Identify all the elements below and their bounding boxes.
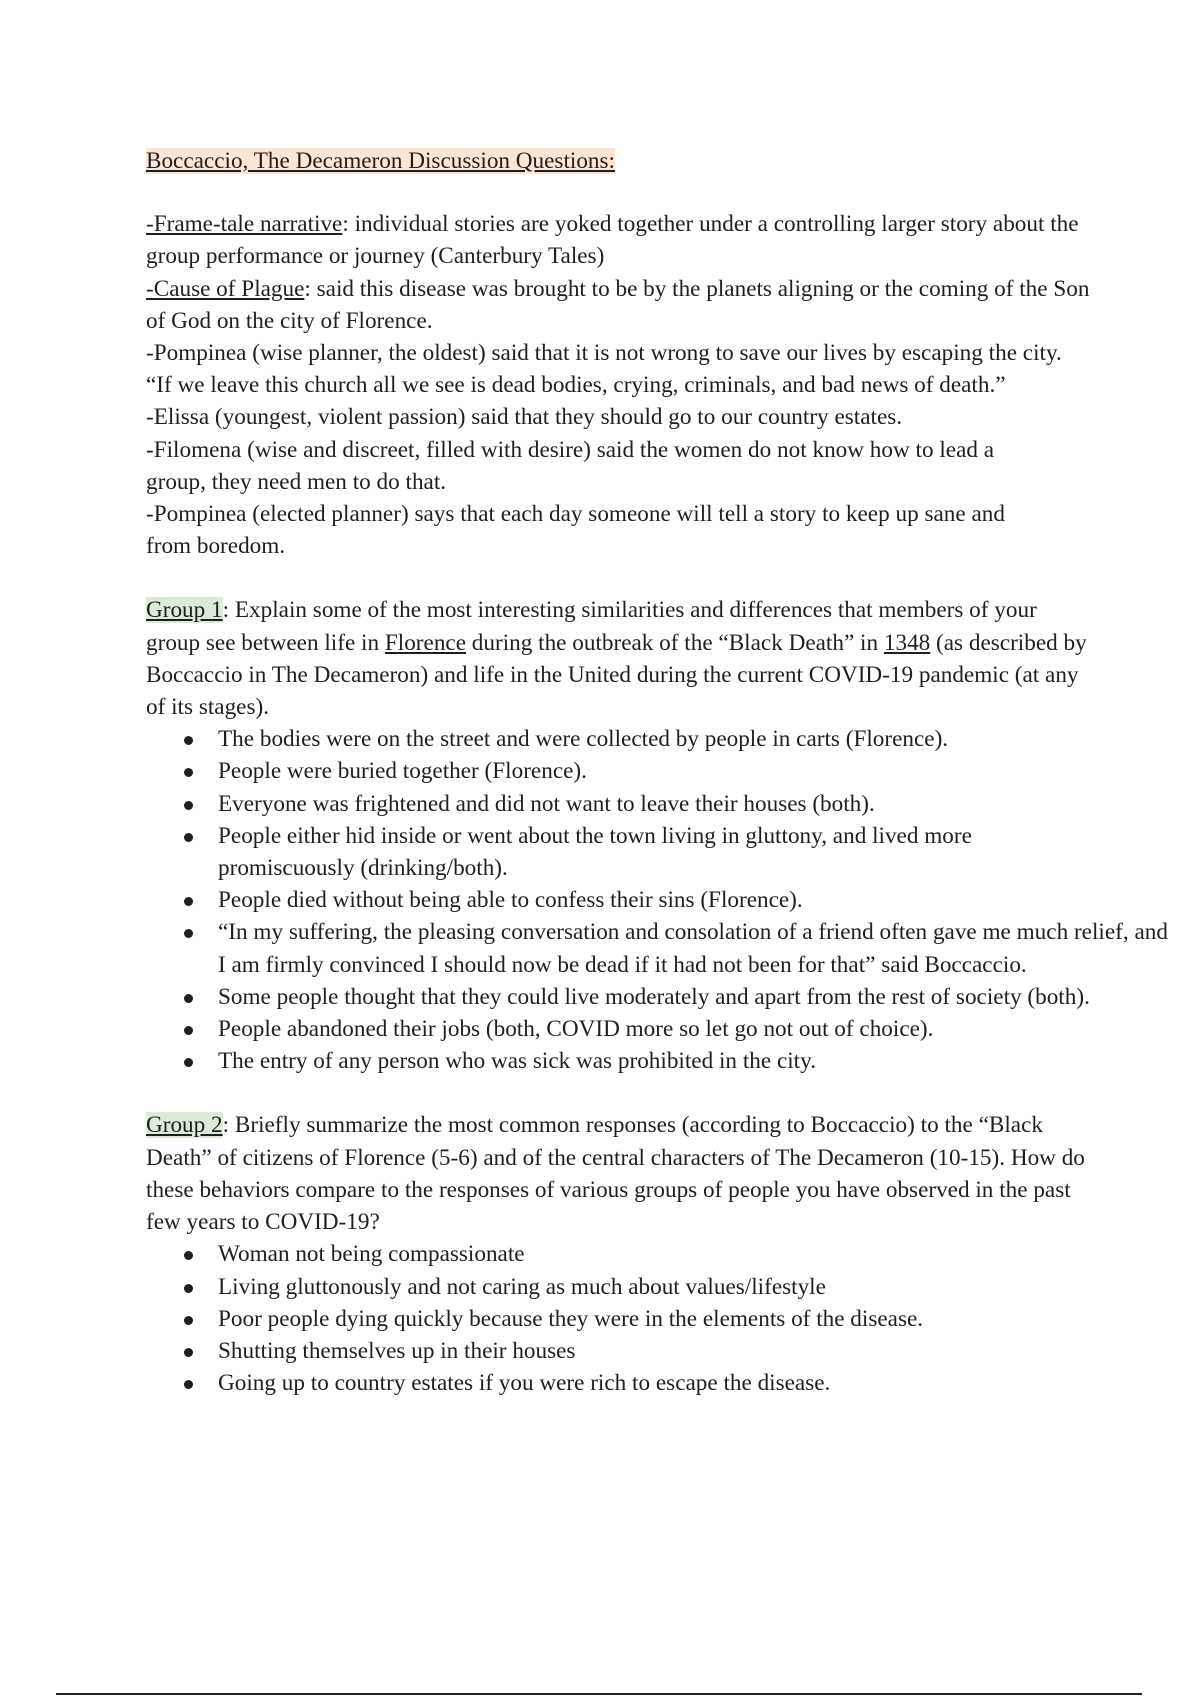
group1-bullet-list	[146, 723, 1196, 1077]
group2-label: Group 2	[146, 1112, 223, 1139]
list-item: People abandoned their jobs (both, COVID more so let go not out of choice).	[146, 1013, 1196, 1045]
bullet-icon	[184, 801, 193, 810]
bullet-icon	[184, 768, 193, 777]
cause-text: : said this disease was brought to be by the planets aligning or the coming of the Son of God on the city of Florence.	[146, 275, 1090, 334]
bullet-icon	[184, 897, 193, 906]
group2-bullet-list	[146, 1238, 1146, 1399]
group1-question-part3: (as described by Boccaccio in The Decameron) and life in the United during the current COVID-19 pandemic (at any of its stages).	[146, 629, 1087, 721]
list-item: People were buried together (Florence).	[146, 755, 1196, 787]
frame-tale-paragraph	[146, 208, 1106, 272]
document-title: Boccaccio, The Decameron Discussion Questions:	[146, 148, 615, 174]
bullet-icon	[184, 1058, 193, 1067]
bullet-icon	[184, 1380, 193, 1389]
document-content	[146, 145, 1196, 1399]
group2-section	[146, 1109, 1196, 1399]
list-item: Poor people dying quickly because they were in the elements of the disease.	[146, 1303, 1146, 1335]
spacer	[146, 177, 1196, 208]
bullet-icon	[184, 1284, 193, 1293]
group1-question	[146, 594, 1096, 723]
document-title-line	[146, 145, 1196, 177]
cause-paragraph	[146, 273, 1106, 337]
list-item: The bodies were on the street and were collected by people in carts (Florence).	[146, 723, 1196, 755]
bullet-icon	[184, 1026, 193, 1035]
florence-link-text: Florence	[384, 629, 466, 656]
bullet-icon	[184, 833, 193, 842]
pompinea-oldest-paragraph: -Pompinea (wise planner, the oldest) said that it is not wrong to save our lives by escaping the city. “If we leave this church all we see is dead bodies, crying, criminals, and bad news of death.”	[146, 340, 1062, 399]
group1-label: Group 1	[146, 597, 223, 624]
list-item: “In my suffering, the pleasing conversation and consolation of a friend often gave me much relief, and I am firmly convinced I should now be dead if it had not been for that” said Boccaccio.	[146, 916, 1178, 980]
year-text: 1348	[883, 629, 931, 656]
bullet-icon	[184, 994, 193, 1003]
frame-tale-text: : individual stories are yoked together under a controlling larger story about the group performance or journey (Canterbury Tales)	[146, 211, 1079, 270]
bullet-icon	[184, 736, 193, 745]
group1-question-part1: : Explain some of the most interesting similarities and differences that members of your group see between life in	[146, 597, 1037, 656]
spacer	[146, 1077, 1196, 1109]
list-item: Woman not being compassionate	[146, 1238, 1146, 1270]
list-item: Everyone was frightened and did not want to leave their houses (both).	[146, 788, 1196, 820]
page-bottom-rule	[56, 1693, 1142, 1695]
list-item: People died without being able to confess their sins (Florence).	[146, 884, 1196, 916]
list-item: Shutting themselves up in their houses	[146, 1335, 1146, 1367]
bullet-icon	[184, 1316, 193, 1325]
list-item: Going up to country estates if you were rich to escape the disease.	[146, 1367, 1146, 1399]
list-item: People either hid inside or went about the town living in gluttony, and lived more promiscuously (drinking/both).	[146, 820, 1018, 884]
elissa-paragraph: -Elissa (youngest, violent passion) said that they should go to our country estates.	[146, 404, 903, 431]
group2-question	[146, 1109, 1091, 1238]
intro-notes	[146, 208, 1106, 562]
cause-label: -Cause of Plague	[146, 275, 305, 302]
bullet-icon	[184, 1348, 193, 1357]
list-item: Some people thought that they could live moderately and apart from the rest of society (both).	[146, 981, 1196, 1013]
group2-question-text: : Briefly summarize the most common responses (according to Boccaccio) to the “Black Death” of citizens of Florence (5-6) and of the central characters of The Decameron (10-15). How do these behaviors compare to the responses of various groups of people you have observed in the past few years to COVID-19?	[146, 1112, 1085, 1236]
pompinea-elected-paragraph: -Pompinea (elected planner) says that each day someone will tell a story to keep up sane and from boredom.	[146, 501, 1005, 560]
group1-question-part2: during the outbreak of the “Black Death” in	[466, 629, 884, 656]
spacer	[146, 562, 1196, 594]
list-item: Living gluttonously and not caring as much about values/lifestyle	[146, 1271, 1146, 1303]
group1-section	[146, 594, 1196, 1077]
frame-tale-label: -Frame-tale narrative	[146, 211, 343, 238]
bullet-icon	[184, 929, 193, 938]
list-item: The entry of any person who was sick was prohibited in the city.	[146, 1045, 1196, 1077]
bullet-icon	[184, 1251, 193, 1260]
filomena-paragraph: -Filomena (wise and discreet, filled with desire) said the women do not know how to lead a group, they need men to do that.	[146, 436, 995, 495]
